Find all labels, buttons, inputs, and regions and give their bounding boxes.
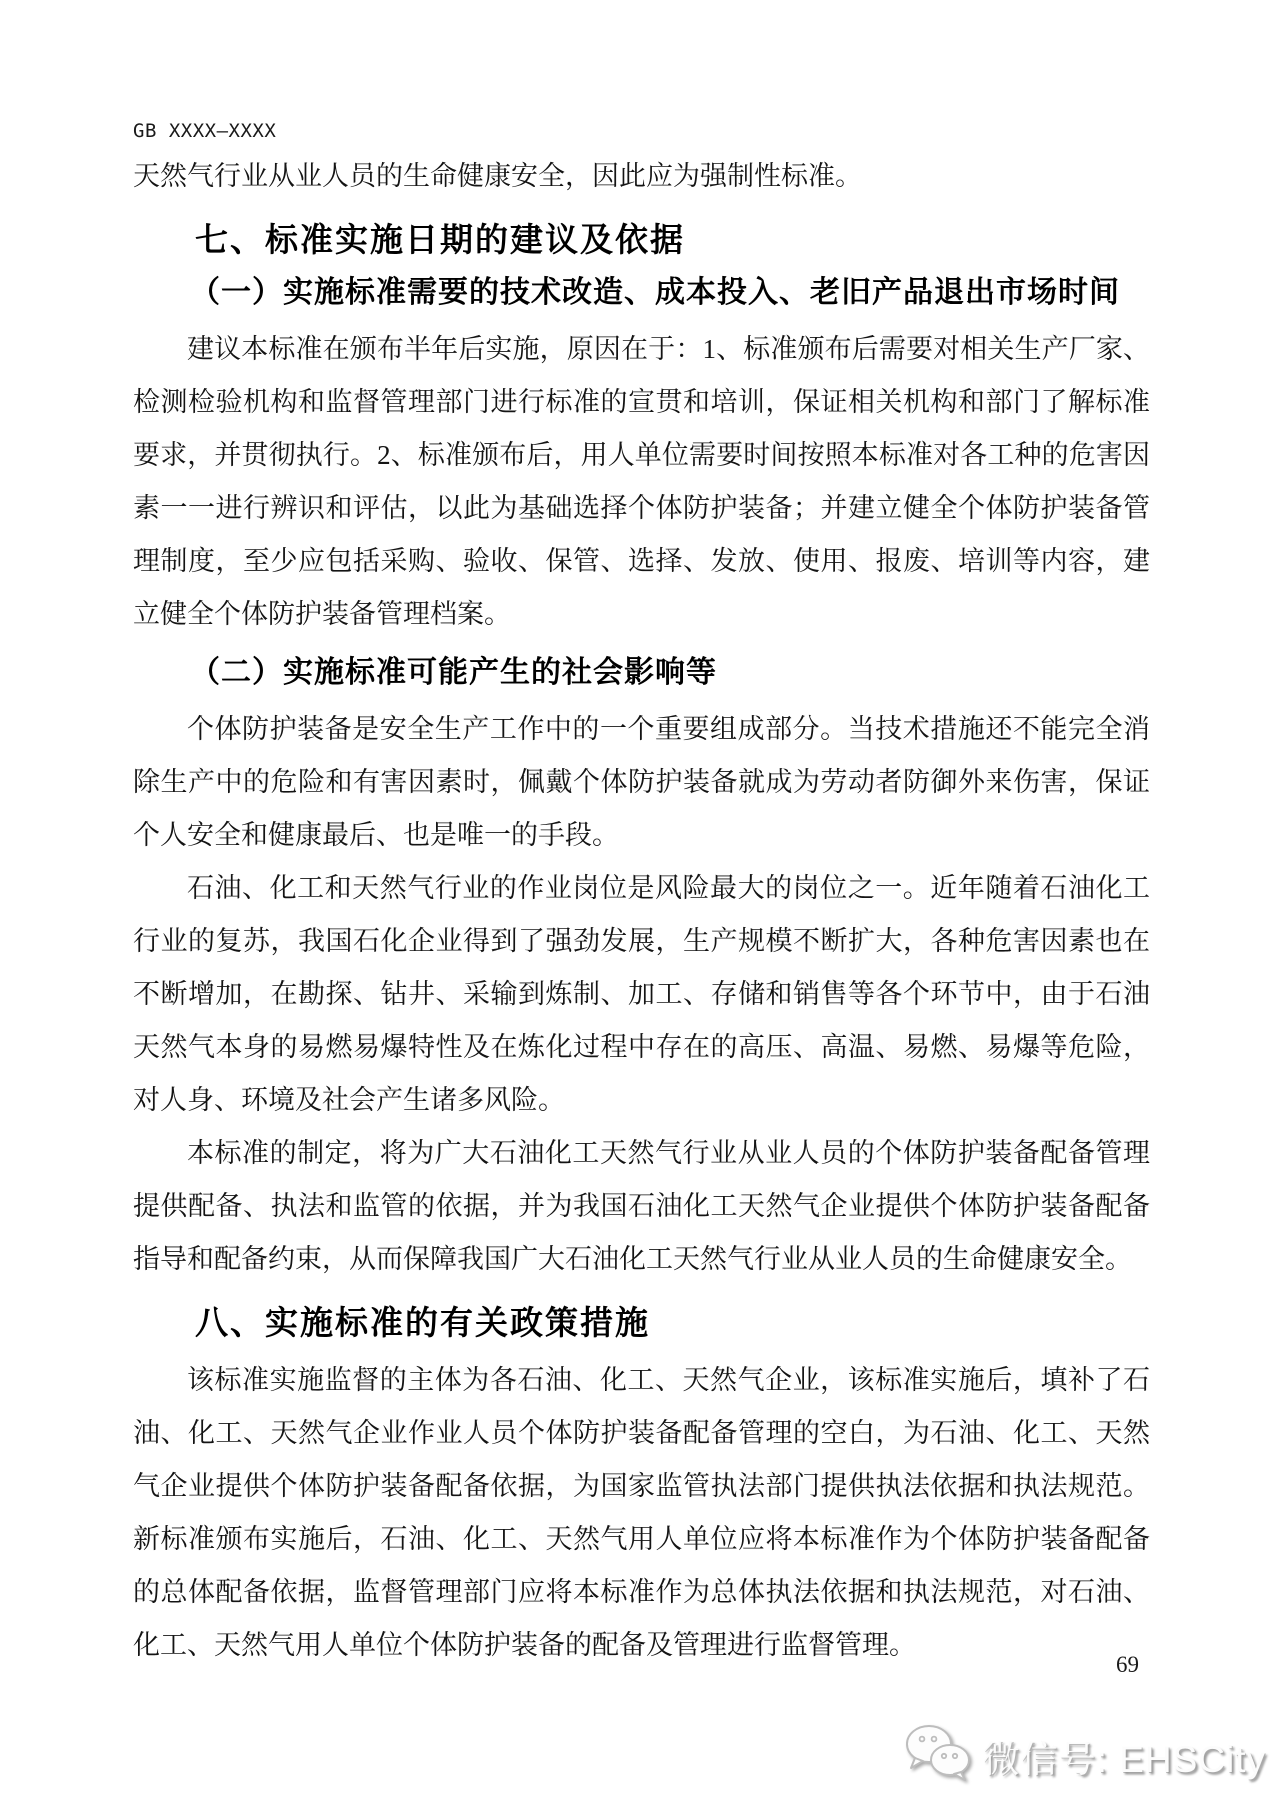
wechat-icon bbox=[903, 1722, 975, 1789]
paragraph-implementation-reasons: 建议本标准在颁布半年后实施，原因在于：1、标准颁布后需要对相关生产厂家、检测检验机构和监督管理部门进行标准的宣贯和培训，保证相关机构和部门了解标准要求，并贯彻执行。2、标准颁布后，用人单位需要时间按照本标准对各工种的危害因素一一进行辨识和评估，以此为基础选择个体防护装备；并建立健全个体防护装备管理制度，至少应包括采购、验收、保管、选择、发放、使用、报废、培训等内容，建立健全个体防护装备管理档案。 bbox=[133, 334, 1150, 629]
paragraph-policy-measures: 该标准实施监督的主体为各石油、化工、天然气企业，该标准实施后，填补了石油、化工、天然气企业作业人员个体防护装备配备管理的空白，为石油、化工、天然气企业提供个体防护装备配备依据，为国家监管执法部门提供执法依据和执法规范。新标准颁布实施后，石油、化工、天然气用人单位应将本标准作为个体防护装备配备的总体配备依据，监督管理部门应将本标准作为总体执法依据和执法规范，对石油、化工、天然气用人单位个体防护装备的配备及管理进行监督管理。 bbox=[133, 1365, 1150, 1660]
page-number: 69 bbox=[1116, 1652, 1139, 1677]
subsection-heading-seven-1: （一）实施标准需要的技术改造、成本投入、老旧产品退出市场时间 bbox=[190, 276, 1120, 309]
paragraph-industry-risk: 石油、化工和天然气行业的作业岗位是风险最大的岗位之一。近年随着石油化工行业的复苏，我国石化企业得到了强劲发展，生产规模不断扩大，各种危害因素也在不断增加，在勘探、钻井、采输到炼制、加工、存储和销售等各个环节中，由于石油天然气本身的易燃易爆特性及在炼化过程中存在的高压、高温、易燃、易爆等危险，对人身、环境及社会产生诸多风险。 bbox=[133, 873, 1150, 1115]
document-content bbox=[133, 120, 1150, 1672]
wechat-watermark bbox=[903, 1722, 1266, 1789]
paragraph-ppe-importance: 个体防护装备是安全生产工作中的一个重要组成部分。当技术措施还不能完全消除生产中的危险和有害因素时，佩戴个体防护装备就成为劳动者防御外来伤害，保证个人安全和健康最后、也是唯一的手段。 bbox=[133, 714, 1150, 850]
standard-number: GB XXXX—XXXX bbox=[133, 120, 277, 142]
paragraph-continuation: 天然气行业从业人员的生命健康安全，因此应为强制性标准。 bbox=[133, 161, 862, 191]
subsection-heading-seven-2: （二）实施标准可能产生的社会影响等 bbox=[190, 656, 717, 689]
paragraph-standard-purpose: 本标准的制定，将为广大石油化工天然气行业从业人员的个体防护装备配备管理提供配备、执法和监管的依据，并为我国石油化工天然气企业提供个体防护装备配备指导和配备约束，从而保障我国广大石油化工天然气行业从业人员的生命健康安全。 bbox=[133, 1138, 1150, 1274]
section-heading-seven: 七、标准实施日期的建议及依据 bbox=[195, 221, 685, 258]
section-heading-eight: 八、实施标准的有关政策措施 bbox=[195, 1304, 650, 1341]
watermark-label: 微信号: EHSCity bbox=[982, 1738, 1266, 1780]
